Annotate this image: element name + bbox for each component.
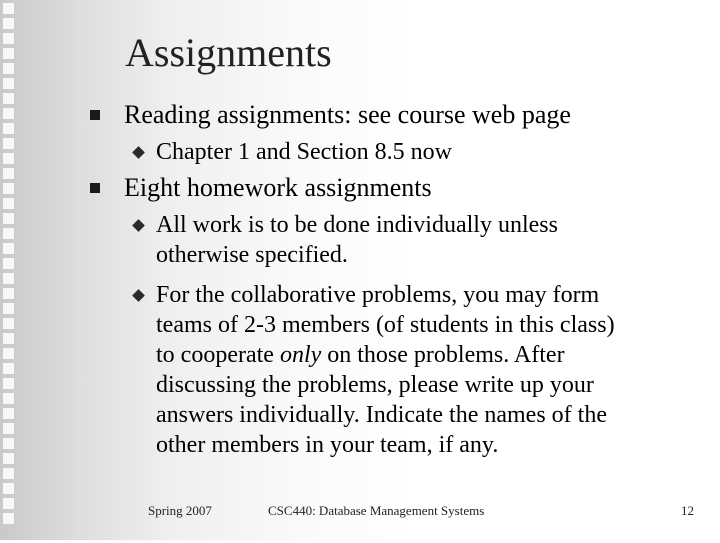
slide-title: Assignments [125, 30, 332, 75]
decorative-square [3, 483, 14, 494]
sub-bullet-individual-work [156, 210, 696, 270]
decorative-square [3, 213, 14, 224]
emphasis-text: only [279, 342, 322, 368]
sub-bullet-line [156, 340, 696, 370]
decorative-square [3, 453, 14, 464]
decorative-square [3, 258, 14, 269]
decorative-square [3, 333, 14, 344]
decorative-square [3, 438, 14, 449]
square-bullet-icon [90, 110, 100, 120]
sub-bullet-line: teams of 2-3 members (of students in this class) [156, 312, 615, 338]
decorative-square [3, 228, 14, 239]
decorative-square [3, 93, 14, 104]
sub-bullet-line: answers individually. Indicate the names of the [156, 402, 607, 428]
decorative-square [3, 63, 14, 74]
decorative-square [3, 153, 14, 164]
footer-date: Spring 2007 [148, 503, 212, 518]
sub-bullet-line: For the collaborative problems, you may form [156, 282, 600, 308]
decorative-square [3, 468, 14, 479]
decorative-square [3, 78, 14, 89]
sub-bullet-line: All work is to be done individually unless [156, 212, 558, 238]
text-segment: on those problems. After [321, 342, 565, 368]
bullet-homework-assignments: Eight homework assignments [124, 173, 432, 202]
sub-bullet-line: discussing the problems, please write up your [156, 372, 594, 398]
decorative-square [3, 423, 14, 434]
decorative-square [3, 288, 14, 299]
sub-bullet-line: otherwise specified. [156, 242, 348, 268]
decorative-square [3, 3, 14, 14]
text-segment: to cooperate [156, 342, 280, 368]
decorative-square [3, 18, 14, 29]
decorative-square [3, 318, 14, 329]
decorative-square [3, 273, 14, 284]
decorative-square [3, 123, 14, 134]
sub-bullet-chapter: Chapter 1 and Section 8.5 now [156, 139, 452, 165]
decorative-square [3, 378, 14, 389]
decorative-square [3, 513, 14, 524]
decorative-square [3, 183, 14, 194]
decorative-square [3, 198, 14, 209]
decorative-square [3, 168, 14, 179]
sub-bullet-collaborative [156, 280, 696, 460]
footer-course: CSC440: Database Management Systems [268, 503, 485, 518]
decorative-square [3, 33, 14, 44]
decorative-square [3, 348, 14, 359]
square-bullet-icon [90, 183, 100, 193]
footer-page-number: 12 [681, 503, 694, 518]
decorative-square-strip [3, 0, 17, 543]
decorative-square [3, 363, 14, 374]
sub-bullet-line: other members in your team, if any. [156, 432, 499, 458]
decorative-square [3, 243, 14, 254]
decorative-square [3, 303, 14, 314]
bullet-reading-assignments: Reading assignments: see course web page [124, 100, 571, 129]
decorative-square [3, 393, 14, 404]
decorative-square [3, 138, 14, 149]
decorative-square [3, 408, 14, 419]
decorative-square [3, 498, 14, 509]
decorative-square [3, 48, 14, 59]
decorative-square [3, 108, 14, 119]
